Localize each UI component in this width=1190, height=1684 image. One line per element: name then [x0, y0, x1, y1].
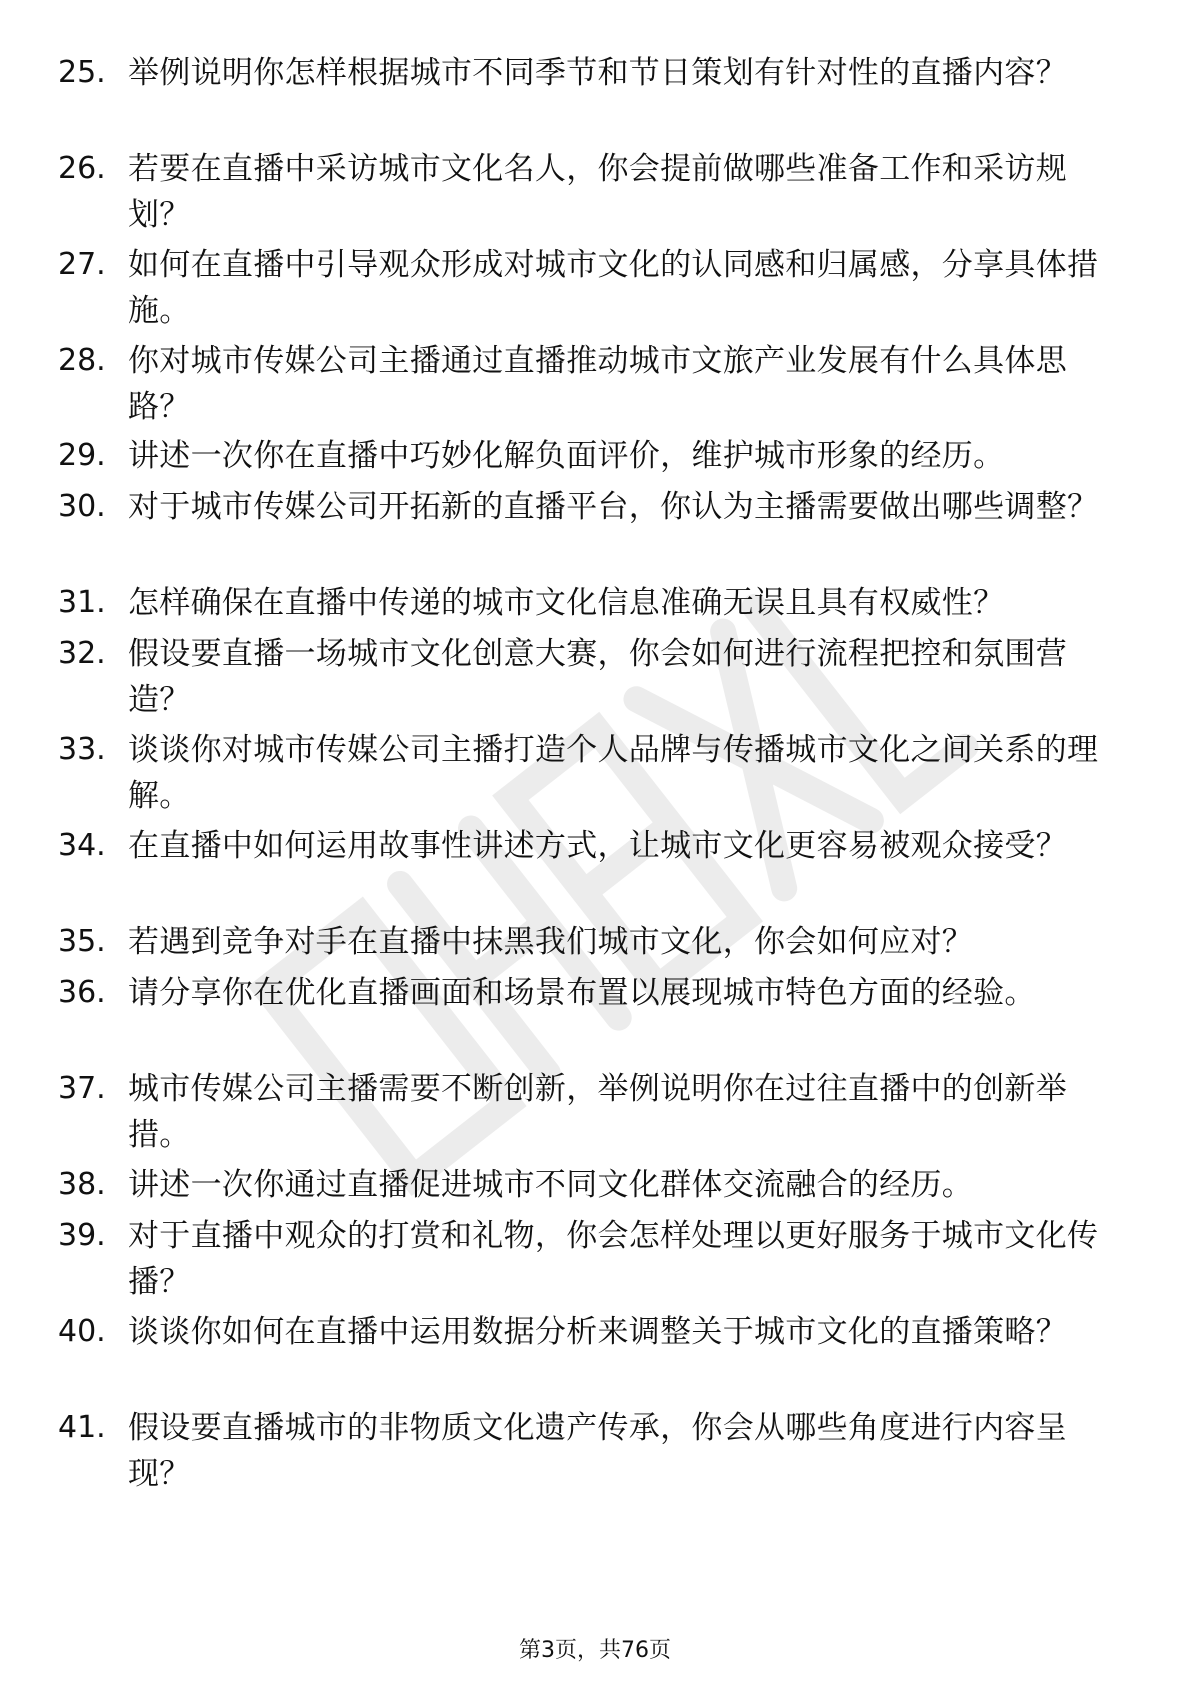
question-text: 讲述一次你在直播中巧妙化解负面评价，维护城市形象的经历。 — [128, 438, 1005, 474]
question-number: 36. — [58, 975, 106, 1010]
question-text: 若要在直播中采访城市文化名人，你会提前做哪些准备工作和采访规划？ — [128, 151, 1067, 233]
question-number: 31. — [58, 585, 106, 620]
question-text: 假设要直播城市的非物质文化遗产传承，你会从哪些角度进行内容呈现？ — [128, 1410, 1067, 1492]
question-number: 27. — [58, 247, 106, 282]
question-number: 33. — [58, 732, 106, 767]
question-text: 对于直播中观众的打赏和礼物，你会怎样处理以更好服务于城市文化传播？ — [128, 1218, 1099, 1300]
question-number: 37. — [58, 1071, 106, 1106]
question-text: 谈谈你对城市传媒公司主播打造个人品牌与传播城市文化之间关系的理解。 — [128, 732, 1099, 814]
question-text: 在直播中如何运用故事性讲述方式，让城市文化更容易被观众接受？ — [128, 828, 1067, 864]
question-number: 34. — [58, 828, 106, 863]
question-text: 请分享你在优化直播画面和场景布置以展现城市特色方面的经验。 — [128, 975, 1036, 1011]
question-number: 39. — [58, 1218, 106, 1253]
question-text: 如何在直播中引导观众形成对城市文化的认同感和归属感，分享具体措施。 — [128, 247, 1099, 329]
question-text: 若遇到竞争对手在直播中抹黑我们城市文化，你会如何应对？ — [128, 924, 974, 960]
page-footer: 第3页，共76页 — [519, 1638, 671, 1663]
question-number: 35. — [58, 924, 106, 959]
question-text: 假设要直播一场城市文化创意大赛，你会如何进行流程把控和氛围营造？ — [128, 636, 1067, 718]
question-number: 32. — [58, 636, 106, 671]
question-number: 38. — [58, 1167, 106, 1202]
question-number: 26. — [58, 151, 106, 186]
question-text: 城市传媒公司主播需要不断创新，举例说明你在过往直播中的创新举措。 — [128, 1071, 1067, 1153]
question-text: 怎样确保在直播中传递的城市文化信息准确无误且具有权威性？ — [128, 585, 1005, 621]
question-text: 讲述一次你通过直播促进城市不同文化群体交流融合的经历。 — [128, 1167, 974, 1203]
question-text: 谈谈你如何在直播中运用数据分析来调整关于城市文化的直播策略？ — [128, 1314, 1067, 1350]
question-number: 25. — [58, 55, 106, 90]
question-number: 40. — [58, 1314, 106, 1349]
question-text: 对于城市传媒公司开拓新的直播平台，你认为主播需要做出哪些调整？ — [128, 489, 1099, 525]
question-number: 29. — [58, 438, 106, 473]
question-number: 41. — [58, 1410, 106, 1445]
question-number: 28. — [58, 343, 106, 378]
question-text: 举例说明你怎样根据城市不同季节和节日策划有针对性的直播内容？ — [128, 55, 1067, 91]
question-text: 你对城市传媒公司主播通过直播推动城市文旅产业发展有什么具体思路？ — [128, 343, 1067, 425]
question-number: 30. — [58, 489, 106, 524]
